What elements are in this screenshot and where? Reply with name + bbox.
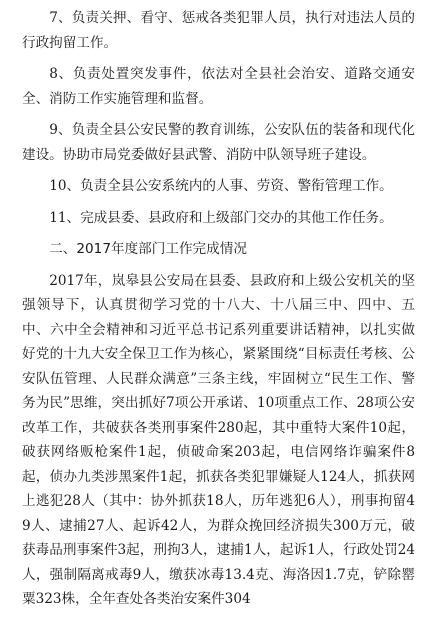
- duty-item-11: 11、完成县委、县政府和上级部门交办的其他工作任务。: [49, 209, 393, 226]
- duty-item-8: 8、负责处置突发事件，依法对全县社会治安、道路交通安全、消防工作实施管理和监督。: [22, 66, 415, 107]
- section-heading: 二、2017年度部门工作完成情况: [49, 241, 247, 257]
- work-summary-paragraph: 2017年，岚皋县公安局在县委、县政府和上级公安机关的坚强领导下，认真贯彻学习党的十八大、十八届三中、四中、五中、六中全会精神和习近平总书记系列重要讲话精神，以扎实做好党的十九大安全保卫工作为核心，紧紧围绕“目标责任考核、公安队伍管理、人民群众满意”三条主线，牢固树立“民生工作、警务为民”思维，突出抓好7项公开承诺、10项重点工作、28项公安改革工作，共破获各类刑事案件280起，其中重特大案件10起，破获网络贩枪案件1起，侦破命案203起，电信网络诈骗案件8起，侦办九类涉黑案件1起，抓获各类犯罪嫌疑人124人，抓获网上逃犯28人（其中：协外抓获18人，历年逃犯6人），刑事拘留49人、逮捕27人、起诉42人，为群众挽回经济损失300万元，破获毒品刑事案件3起，刑拘3人，逮捕1人，起诉1人，行政处罚24人，强制隔离戒毒9人，缴获冰毒13.4克、海洛因1.7克，铲除罂粟323株，全年查处各类治安案件304: [22, 272, 415, 607]
- duty-item-7: 7、负责关押、看守、惩戒各类犯罪人员，执行对违法人员的行政拘留工作。: [22, 10, 415, 51]
- duty-item-10: 10、负责全县公安系统内的人事、劳资、警衔管理工作。: [49, 178, 393, 194]
- duty-item-9: 9、负责全县公安民警的教育训练，公安队伍的装备和现代化建设。协助市局党委做好县武警、消防中队领导班子建设。: [22, 122, 415, 163]
